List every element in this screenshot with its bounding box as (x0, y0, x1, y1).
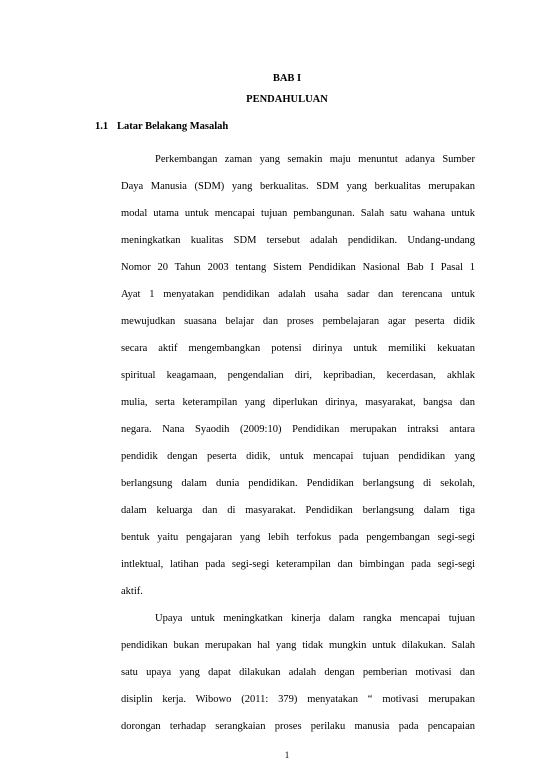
paragraph-line: pendidik dengan peserta didik, untuk mencapai tujuan pendidikan yang (121, 451, 475, 462)
paragraph-line: pendidikan bukan merupakan hal yang tidak mungkin untuk dilakukan. Salah (121, 640, 475, 651)
paragraph-line: dorongan terhadap serangkaian proses perilaku manusia pada pencapaian (121, 721, 475, 732)
paragraph-line: Nomor 20 Tahun 2003 tentang Sistem Pendidikan Nasional Bab I Pasal 1 (121, 262, 475, 273)
paragraph-line: disiplin kerja. Wibowo (2011: 379) menyatakan “ motivasi merupakan (121, 694, 475, 705)
paragraph-line: satu upaya yang dapat dilakukan adalah dengan pemberian motivasi dan (121, 667, 475, 678)
paragraph-line: dalam keluarga dan di masyarakat. Pendidikan berlangsung dalam tiga (121, 505, 475, 516)
paragraph-line: berlangsung dalam dunia pendidikan. Pendidikan berlangsung di sekolah, (121, 478, 475, 489)
paragraph-line: bentuk yaitu pengajaran yang lebih terfokus pada pengembangan segi-segi (121, 532, 475, 543)
paragraph-line: Daya Manusia (SDM) yang berkualitas. SDM yang berkualitas merupakan (121, 181, 475, 192)
section-title: Latar Belakang Masalah (117, 121, 229, 132)
section-heading (95, 120, 228, 134)
paragraph-line: mewujudkan suasana belajar dan proses pembelajaran agar peserta didik (121, 316, 475, 327)
paragraph-line: Perkembangan zaman yang semakin maju menuntut adanya Sumber (155, 154, 475, 165)
paragraph-line: Upaya untuk meningkatkan kinerja dalam rangka mencapai tujuan (155, 613, 475, 624)
paragraph-line: modal utama untuk mencapai tujuan pembangunan. Salah satu wahana untuk (121, 208, 475, 219)
page-number: 1 (284, 750, 290, 760)
paragraph-line: spiritual keagamaan, pengendalian diri, kepribadian, kecerdasan, akhlak (121, 370, 475, 381)
paragraph-line: intlektual, latihan pada segi-segi keterampilan dan bimbingan pada segi-segi (121, 559, 475, 570)
paragraph-line: mulia, serta keterampilan yang diperlukan dirinya, masyarakat, bangsa dan (121, 397, 475, 408)
section-number: 1.1 (95, 121, 109, 132)
chapter-number: BAB I (272, 73, 302, 84)
chapter-title: PENDAHULUAN (246, 94, 328, 105)
paragraph-line: negara. Nana Syaodih (2009:10) Pendidikan merupakan intraksi antara (121, 424, 475, 435)
paragraph-line: aktif. (121, 586, 143, 597)
paragraph-line: Ayat 1 menyatakan pendidikan adalah usaha sadar dan terencana untuk (121, 289, 475, 300)
paragraph-line: secara aktif mengembangkan potensi dirinya untuk memiliki kekuatan (121, 343, 475, 354)
paragraph-line: meningkatkan kualitas SDM tersebut adalah pendidikan. Undang-undang (121, 235, 475, 246)
